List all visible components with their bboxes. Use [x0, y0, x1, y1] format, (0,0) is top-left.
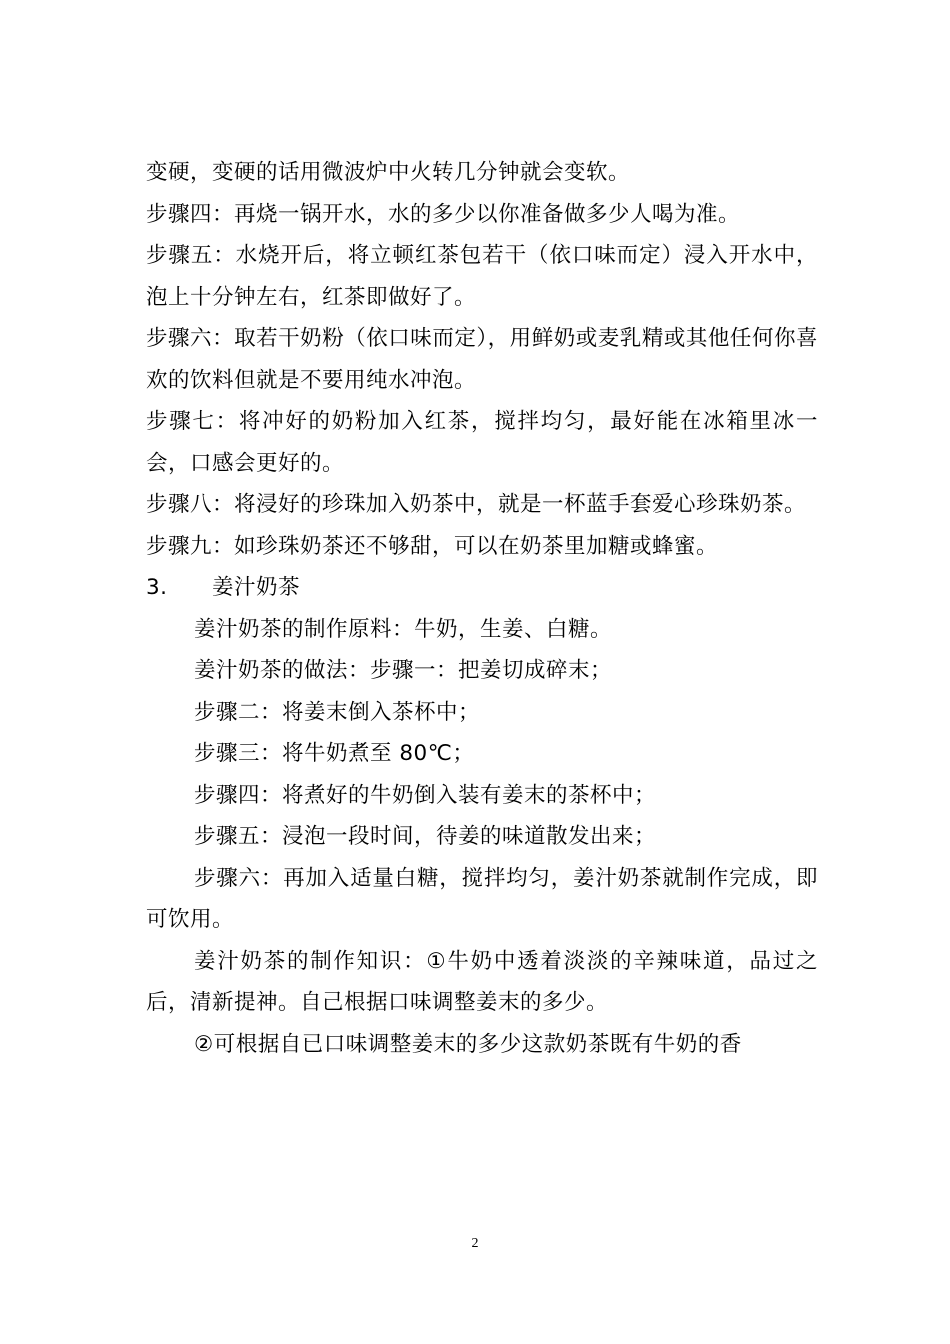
section-heading [146, 567, 818, 609]
paragraph-step-5: 步骤五：水烧开后，将立顿红茶包若干（依口味而定）浸入开水中，泡上十分钟左右，红茶即做好了。 [146, 243, 818, 310]
paragraph-method-step-2: 步骤二：将姜末倒入茶杯中； [194, 699, 481, 725]
section-title: 姜汁奶茶 [212, 575, 301, 600]
paragraph-method-step-3: 步骤三：将牛奶煮至 80℃； [194, 741, 475, 766]
page-number: 2 [471, 1236, 479, 1251]
paragraph-step-4: 步骤四：再烧一锅开水，水的多少以你准备做多少人喝为准。 [146, 201, 741, 227]
paragraph-step-8: 步骤八：将浸好的珍珠加入奶茶中，就是一杯蓝手套爱心珍珠奶茶。 [146, 492, 807, 517]
paragraph-method-step-1: 姜汁奶茶的做法：步骤一：把姜切成碎末； [194, 658, 613, 683]
document-body [146, 152, 818, 1065]
paragraph-step-6: 步骤六：取若干奶粉（依口味而定），用鲜奶或麦乳精或其他任何你喜欢的饮料但就是不要用纯水冲泡。 [146, 326, 818, 393]
paragraph-step-7: 步骤七：将冲好的奶粉加入红茶，搅拌均匀，最好能在冰箱里冰一会，口感会更好的。 [146, 409, 818, 476]
paragraph-step-9: 步骤九：如珍珠奶茶还不够甜，可以在奶茶里加糖或蜂蜜。 [146, 533, 719, 559]
paragraph-knowledge-1: 姜汁奶茶的制作知识：①牛奶中透着淡淡的辛辣味道，品过之后，清新提神。自己根据口味调整姜末的多少。 [146, 948, 818, 1015]
section-number: 3. [146, 575, 168, 600]
paragraph-method-step-4: 步骤四：将煮好的牛奶倒入装有姜末的茶杯中； [194, 782, 657, 808]
paragraph-method-step-5: 步骤五：浸泡一段时间，待姜的味道散发出来； [194, 824, 657, 849]
paragraph-method-step-6: 步骤六：再加入适量白糖，搅拌均匀，姜汁奶茶就制作完成，即可饮用。 [146, 865, 818, 932]
paragraph-ingredients: 姜汁奶茶的制作原料：牛奶，生姜、白糖。 [194, 616, 613, 642]
paragraph-knowledge-2: ②可根据自已口味调整姜末的多少这款奶茶既有牛奶的香 [194, 1031, 742, 1057]
paragraph-continuation: 变硬，变硬的话用微波炉中火转几分钟就会变软。 [146, 160, 631, 185]
